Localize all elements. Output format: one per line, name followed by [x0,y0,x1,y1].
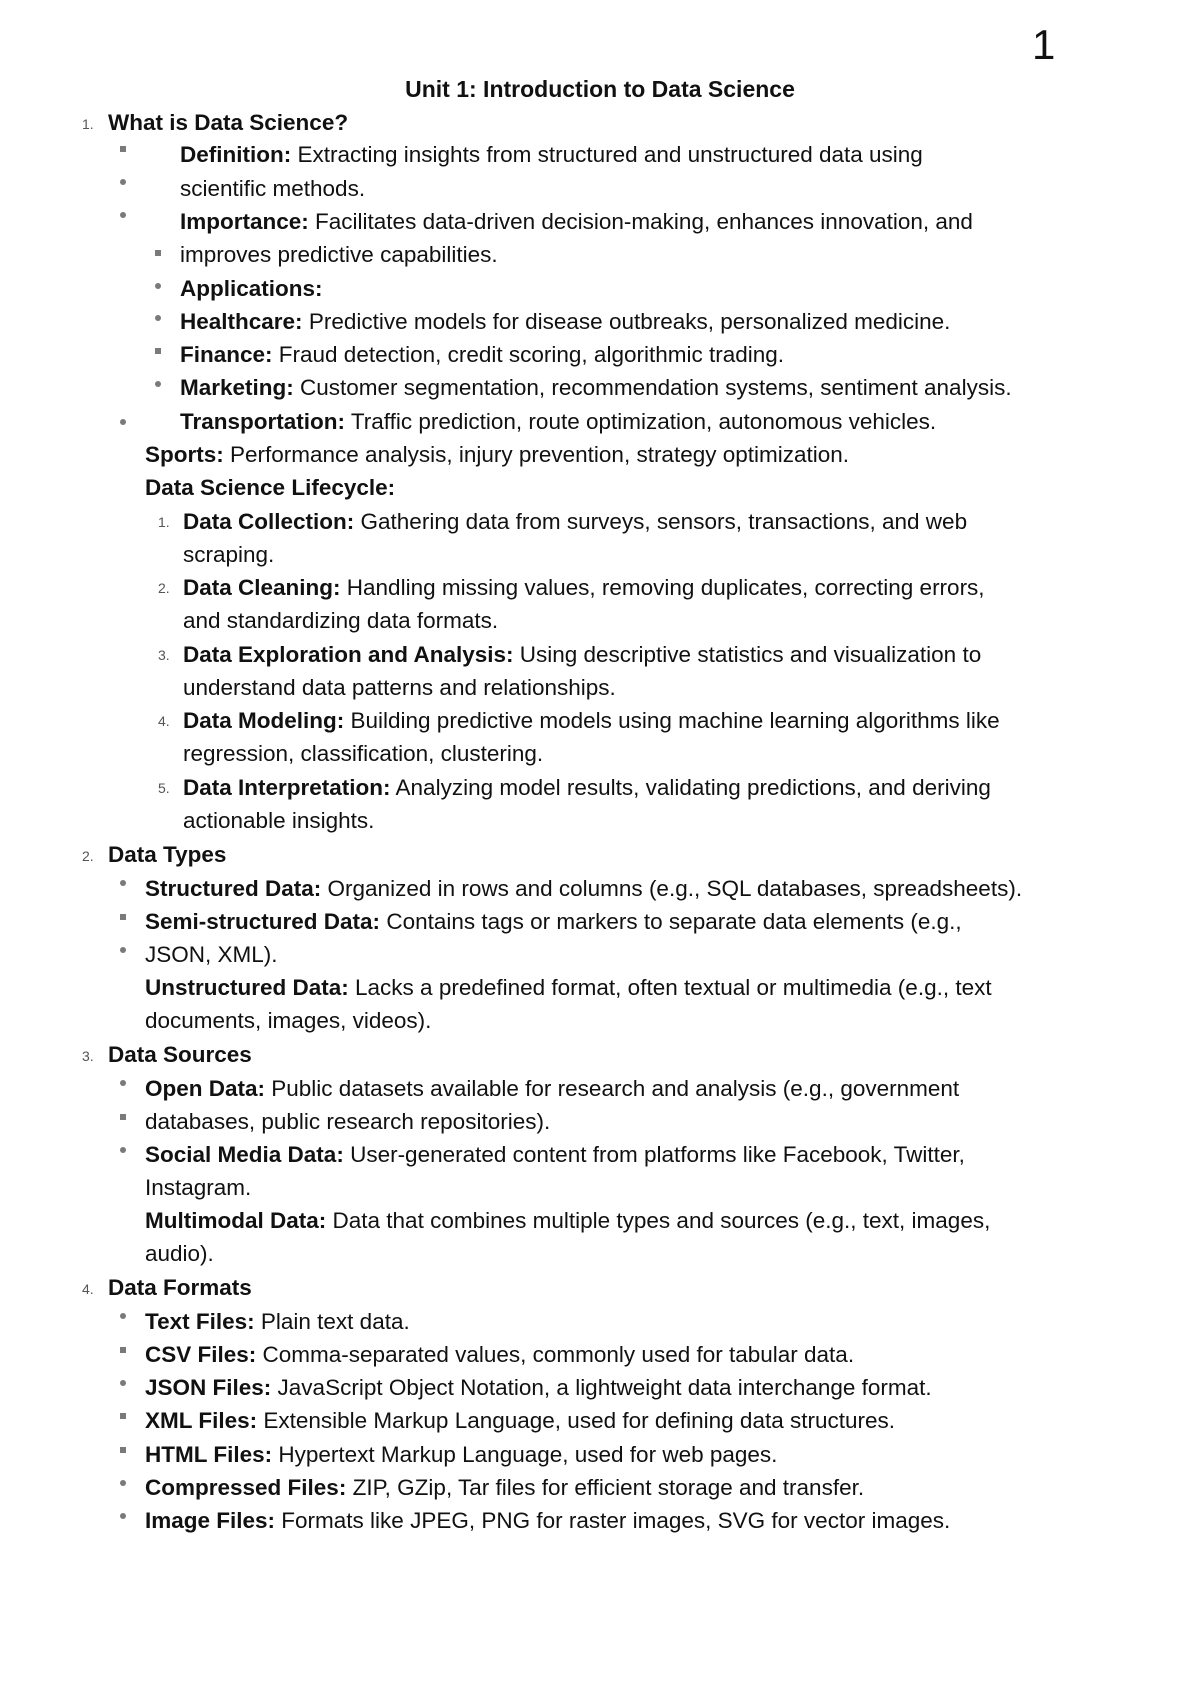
list-item: Applications: [180,276,323,301]
list-item: Healthcare: Predictive models for disease outbreaks, personalized medicine. [180,309,951,334]
list-item: Semi-structured Data: Contains tags or markers to separate data elements (e.g., [145,909,962,934]
list-number: 3. [82,1048,94,1064]
list-item: Social Media Data: User-generated content from platforms like Facebook, Twitter, [145,1142,965,1167]
lifecycle-step-continuation: actionable insights. [183,808,375,833]
list-number: 5. [158,780,170,796]
format-item: JSON Files: JavaScript Object Notation, a lightweight data interchange format. [145,1375,932,1400]
bullet-square [155,250,161,256]
list-item-continuation: databases, public research repositories). [145,1109,551,1134]
bullet-square [120,1347,126,1353]
list-number: 1. [158,514,170,530]
lifecycle-step-continuation: and standardizing data formats. [183,608,499,633]
format-item: Text Files: Plain text data. [145,1309,410,1334]
list-item: Open Data: Public datasets available for research and analysis (e.g., government [145,1076,960,1101]
bullet-dot [120,947,126,953]
bullet-square [120,1447,126,1453]
format-item: XML Files: Extensible Markup Language, used for defining data structures. [145,1408,895,1433]
bullet-dot [120,1080,126,1086]
subsection-heading: Data Science Lifecycle: [145,475,396,500]
bullet-dot [120,1380,126,1386]
list-number: 4. [158,713,170,729]
lifecycle-step-continuation: understand data patterns and relationships. [183,675,616,700]
list-item: Finance: Fraud detection, credit scoring, algorithmic trading. [180,342,785,367]
list-item: Transportation: Traffic prediction, route optimization, autonomous vehicles. [180,409,937,434]
list-number: 2. [82,848,94,864]
list-number: 4. [82,1281,94,1297]
list-item-continuation: Instagram. [145,1175,252,1200]
list-item: Definition: Extracting insights from structured and unstructured data using [180,142,923,167]
bullet-dot [120,419,126,425]
section-heading: Data Types [108,842,227,867]
lifecycle-step: Data Collection: Gathering data from surveys, sensors, transactions, and web [183,509,968,534]
bullet-dot [155,283,161,289]
page-title: Unit 1: Introduction to Data Science [405,76,795,102]
section-heading: What is Data Science? [108,110,349,135]
bullet-dot [120,1147,126,1153]
bullet-square [155,348,161,354]
list-item-continuation: improves predictive capabilities. [180,242,498,267]
format-item: HTML Files: Hypertext Markup Language, used for web pages. [145,1442,778,1467]
lifecycle-step-continuation: regression, classification, clustering. [183,741,544,766]
format-item: Image Files: Formats like JPEG, PNG for raster images, SVG for vector images. [145,1508,951,1533]
bullet-square [120,1413,126,1419]
bullet-dot [120,880,126,886]
section-heading: Data Formats [108,1275,252,1300]
lifecycle-step: Data Interpretation: Analyzing model results, validating predictions, and deriving [183,775,991,800]
list-item-continuation: documents, images, videos). [145,1008,432,1033]
bullet-dot [120,1313,126,1319]
list-item-continuation: scientific methods. [180,176,366,201]
list-item: Importance: Facilitates data-driven decision-making, enhances innovation, and [180,209,973,234]
bullet-dot [120,1513,126,1519]
bullet-square [120,1114,126,1120]
section-heading: Data Sources [108,1042,252,1067]
bullet-dot [155,381,161,387]
lifecycle-step-continuation: scraping. [183,542,275,567]
bullet-square [120,146,126,152]
format-item: Compressed Files: ZIP, GZip, Tar files for efficient storage and transfer. [145,1475,865,1500]
list-item: Sports: Performance analysis, injury prevention, strategy optimization. [145,442,850,467]
list-item: Unstructured Data: Lacks a predefined format, often textual or multimedia (e.g., text [145,975,992,1000]
bullet-dot [120,212,126,218]
bullet-square [120,914,126,920]
bullet-dot [155,315,161,321]
list-item-continuation: audio). [145,1241,214,1266]
list-item: Structured Data: Organized in rows and columns (e.g., SQL databases, spreadsheets). [145,876,1023,901]
list-number: 2. [158,580,170,596]
lifecycle-step: Data Modeling: Building predictive models using machine learning algorithms like [183,708,1000,733]
list-number: 1. [82,116,94,132]
bullet-dot [120,1480,126,1486]
format-item: CSV Files: Comma-separated values, commonly used for tabular data. [145,1342,855,1367]
list-item: Marketing: Customer segmentation, recommendation systems, sentiment analysis. [180,375,1012,400]
list-item-continuation: JSON, XML). [145,942,278,967]
list-number: 3. [158,647,170,663]
lifecycle-step: Data Cleaning: Handling missing values, removing duplicates, correcting errors, [183,575,985,600]
list-item: Multimodal Data: Data that combines multiple types and sources (e.g., text, images, [145,1208,991,1233]
bullet-dot [120,179,126,185]
page-number: 1 [1032,21,1056,68]
lifecycle-step: Data Exploration and Analysis: Using descriptive statistics and visualization to [183,642,982,667]
